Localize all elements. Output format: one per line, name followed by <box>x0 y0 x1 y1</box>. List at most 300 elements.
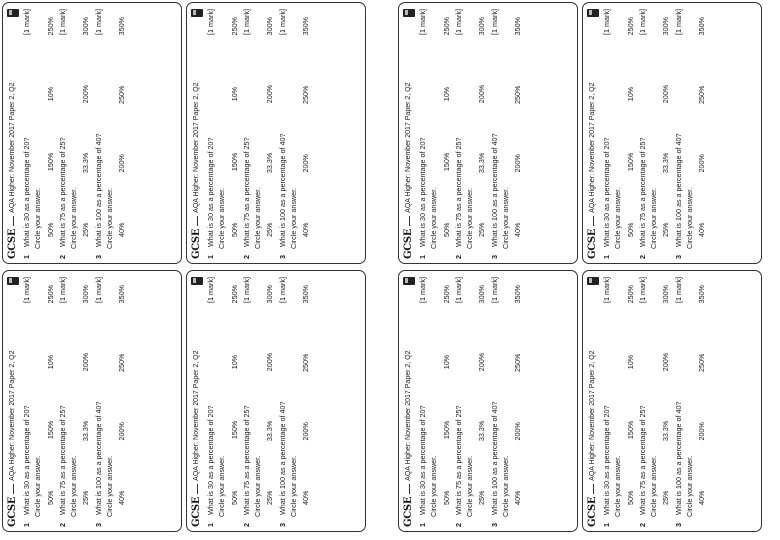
question <box>59 9 91 259</box>
answer-option[interactable]: 150% <box>229 420 239 440</box>
answer-option[interactable]: 150% <box>625 420 635 440</box>
mark-label: [1 mark] <box>637 277 647 303</box>
answer-options <box>443 9 451 259</box>
answer-option[interactable]: 50% <box>441 490 451 505</box>
answer-option[interactable]: 40% <box>117 222 127 237</box>
answer-option[interactable]: 300% <box>265 285 275 304</box>
calculator-icon <box>587 277 599 285</box>
answer-option[interactable]: 250% <box>229 285 239 304</box>
question <box>279 9 311 259</box>
circle-prompt: Circle your answer. <box>288 455 298 517</box>
answer-option[interactable]: 25% <box>661 222 671 237</box>
question-text: What is 100 as a percentage of 40? <box>93 401 103 515</box>
mark-label: [1 mark] <box>206 9 215 35</box>
worksheet-card <box>186 2 366 264</box>
answer-option[interactable]: 50% <box>45 222 55 237</box>
answer-options <box>231 277 239 527</box>
answer-option[interactable]: 10% <box>625 354 635 370</box>
answer-option[interactable]: 33.3% <box>661 420 671 442</box>
question-line <box>455 9 463 259</box>
question-text: What is 75 as a percentage of 25? <box>453 137 463 247</box>
question-text: What is 100 as a percentage of 40? <box>489 401 499 515</box>
question <box>95 9 127 259</box>
answer-option[interactable]: 150% <box>441 152 451 172</box>
circle-prompt: Circle your answer. <box>288 187 298 249</box>
answer-option[interactable]: 200% <box>301 154 311 173</box>
card-header <box>7 9 19 259</box>
answer-option[interactable]: 250% <box>697 85 707 104</box>
question-stem <box>243 138 251 259</box>
answer-option[interactable]: 40% <box>513 222 523 237</box>
answer-option[interactable]: 200% <box>117 154 127 173</box>
question-line <box>603 277 611 527</box>
question-line <box>419 9 427 259</box>
circle-prompt: Circle your answer. <box>33 455 43 517</box>
answer-options <box>662 277 670 527</box>
answer-option[interactable]: 200% <box>81 352 91 372</box>
question-text: What is 75 as a percentage of 25? <box>637 405 647 515</box>
circle-prompt: Circle your answer. <box>465 455 475 517</box>
calculator-icon <box>403 9 415 17</box>
answer-option[interactable]: 33.3% <box>81 152 91 174</box>
answer-option[interactable]: 350% <box>117 17 127 36</box>
question-stem <box>279 402 287 527</box>
answer-options <box>698 277 706 527</box>
card-header <box>191 9 203 259</box>
answer-option[interactable]: 40% <box>513 490 523 505</box>
answer-option[interactable]: 350% <box>513 285 523 304</box>
question-text: What is 30 as a percentage of 20? <box>602 405 611 515</box>
question <box>603 277 635 527</box>
circle-prompt: Circle your answer. <box>465 187 475 249</box>
answer-option[interactable]: 250% <box>117 85 127 104</box>
question-stem <box>639 406 647 527</box>
circle-prompt: Circle your answer. <box>500 187 510 249</box>
circle-prompt: Circle your answer. <box>253 187 263 249</box>
calculator-icon <box>191 9 203 17</box>
answer-option[interactable]: 200% <box>301 422 311 441</box>
answer-option[interactable]: 250% <box>441 285 451 304</box>
answer-option[interactable]: 40% <box>301 490 311 505</box>
calculator-icon <box>587 9 599 17</box>
answer-option[interactable]: 25% <box>81 222 91 237</box>
question-line <box>639 277 647 527</box>
question-number: 2 <box>57 255 67 259</box>
question-text: What is 30 as a percentage of 20? <box>602 137 611 247</box>
answer-option[interactable]: 250% <box>441 17 451 36</box>
question <box>243 9 275 259</box>
card-inner <box>187 271 366 532</box>
question-number: 1 <box>22 255 31 259</box>
question-text: What is 100 as a percentage of 40? <box>277 401 287 515</box>
answer-option[interactable]: 350% <box>697 17 707 36</box>
answer-option[interactable]: 350% <box>117 285 127 304</box>
circle-prompt: Circle your answer. <box>253 455 263 517</box>
answer-option[interactable]: 300% <box>265 17 275 36</box>
question <box>491 277 523 527</box>
question-line <box>279 277 287 527</box>
card-inner <box>3 271 182 532</box>
answer-option[interactable]: 150% <box>45 420 55 440</box>
question-list <box>603 9 707 259</box>
mark-label: [1 mark] <box>93 277 103 303</box>
question-line <box>207 277 215 527</box>
answer-option[interactable]: 33.3% <box>265 420 275 442</box>
answer-option[interactable]: 250% <box>117 353 127 372</box>
answer-options <box>662 9 670 259</box>
answer-option[interactable]: 10% <box>441 86 451 102</box>
answer-option[interactable]: 250% <box>513 85 523 104</box>
calculator-icon <box>403 277 415 285</box>
question-text: What is 75 as a percentage of 25? <box>57 405 67 515</box>
answer-option[interactable]: 25% <box>265 490 275 505</box>
card-header <box>191 277 203 527</box>
paper-title: AQA Higher: November 2017 Paper 2, Q2 <box>8 82 16 213</box>
question-line <box>639 9 647 259</box>
card-header <box>587 9 599 259</box>
answer-option[interactable]: 25% <box>265 222 275 237</box>
question-number: 1 <box>418 255 427 259</box>
question-number: 3 <box>489 255 499 259</box>
question-list <box>207 9 311 259</box>
question-stem <box>491 402 499 527</box>
question-line <box>95 9 103 259</box>
answer-option[interactable]: 350% <box>301 285 311 304</box>
answer-option[interactable]: 300% <box>661 17 671 36</box>
answer-option[interactable]: 150% <box>625 152 635 172</box>
answer-option[interactable]: 250% <box>45 17 55 36</box>
question-number: 3 <box>93 255 103 259</box>
circle-prompt: Circle your answer. <box>500 455 510 517</box>
answer-options <box>302 9 310 259</box>
question <box>279 277 311 527</box>
mark-label: [1 mark] <box>241 277 251 303</box>
question <box>675 9 707 259</box>
answer-option[interactable]: 350% <box>697 285 707 304</box>
answer-option[interactable]: 300% <box>661 285 671 304</box>
header-rule <box>13 484 14 494</box>
answer-option[interactable]: 50% <box>45 490 55 505</box>
question-text: What is 30 as a percentage of 20? <box>418 405 427 515</box>
mark-label: [1 mark] <box>206 277 215 303</box>
answer-option[interactable]: 25% <box>661 490 671 505</box>
mark-label: [1 mark] <box>637 9 647 35</box>
question <box>419 9 451 259</box>
question-text: What is 30 as a percentage of 20? <box>22 405 31 515</box>
answer-option[interactable]: 250% <box>513 353 523 372</box>
worksheet-card <box>582 270 762 532</box>
question-stem <box>455 138 463 259</box>
circle-prompt: Circle your answer. <box>104 455 114 517</box>
answer-option[interactable]: 200% <box>117 422 127 441</box>
question <box>455 9 487 259</box>
circle-prompt: Circle your answer. <box>217 455 227 517</box>
gcse-logo: GCSE <box>587 496 599 527</box>
card-rotated-content <box>3 3 182 264</box>
answer-option[interactable]: 150% <box>45 152 55 172</box>
question <box>59 277 91 527</box>
card-inner <box>3 3 182 264</box>
paper-title: AQA Higher: November 2017 Paper 2, Q2 <box>404 350 412 481</box>
question-stem <box>279 134 287 259</box>
question-text: What is 30 as a percentage of 20? <box>418 137 427 247</box>
mark-label: [1 mark] <box>277 9 287 35</box>
mark-label: [1 mark] <box>418 277 427 303</box>
circle-prompt: Circle your answer. <box>104 187 114 249</box>
answer-options <box>118 9 126 259</box>
circle-prompt: Circle your answer. <box>69 455 79 517</box>
circle-prompt: Circle your answer. <box>613 455 623 517</box>
card-inner <box>187 3 366 264</box>
answer-option[interactable]: 250% <box>625 285 635 304</box>
answer-option[interactable]: 200% <box>513 154 523 173</box>
circle-prompt: Circle your answer. <box>33 187 43 249</box>
question <box>603 9 635 259</box>
paper-title: AQA Higher: November 2017 Paper 2, Q2 <box>192 350 200 481</box>
answer-option[interactable]: 10% <box>45 86 55 102</box>
answer-option[interactable]: 40% <box>697 222 707 237</box>
question-stem <box>675 134 683 259</box>
answer-option[interactable]: 25% <box>477 222 487 237</box>
answer-option[interactable]: 300% <box>477 285 487 304</box>
question-stem <box>23 138 31 259</box>
question-number: 2 <box>57 523 67 527</box>
question-stem <box>243 406 251 527</box>
answer-option[interactable]: 33.3% <box>661 152 671 174</box>
answer-option[interactable]: 10% <box>229 354 239 370</box>
header-rule <box>13 216 14 226</box>
answer-option[interactable]: 10% <box>45 354 55 370</box>
question-line <box>243 9 251 259</box>
answer-options <box>266 277 274 527</box>
answer-options <box>47 277 55 527</box>
answer-options <box>514 9 522 259</box>
mark-label: [1 mark] <box>673 9 683 35</box>
answer-option[interactable]: 250% <box>301 353 311 372</box>
question-line <box>279 9 287 259</box>
gcse-logo: GCSE <box>191 228 203 259</box>
mark-label: [1 mark] <box>453 9 463 35</box>
question-text: What is 75 as a percentage of 25? <box>637 137 647 247</box>
answer-option[interactable]: 40% <box>117 490 127 505</box>
circle-prompt: Circle your answer. <box>69 187 79 249</box>
answer-option[interactable]: 250% <box>45 285 55 304</box>
question-stem <box>207 138 215 259</box>
answer-option[interactable]: 33.3% <box>81 420 91 442</box>
question <box>455 277 487 527</box>
answer-option[interactable]: 10% <box>441 354 451 370</box>
question-line <box>59 9 67 259</box>
answer-option[interactable]: 200% <box>513 422 523 441</box>
answer-options <box>302 277 310 527</box>
question-text: What is 100 as a percentage of 40? <box>673 133 683 247</box>
card-rotated-content <box>583 271 762 532</box>
answer-option[interactable]: 200% <box>477 352 487 372</box>
mark-label: [1 mark] <box>602 277 611 303</box>
question <box>419 277 451 527</box>
answer-option[interactable]: 300% <box>81 285 91 304</box>
mark-label: [1 mark] <box>93 9 103 35</box>
question <box>95 277 127 527</box>
mark-label: [1 mark] <box>57 277 67 303</box>
answer-option[interactable]: 50% <box>441 222 451 237</box>
answer-option[interactable]: 250% <box>697 353 707 372</box>
question-list <box>419 9 523 259</box>
question-stem <box>419 138 427 259</box>
card-header <box>403 277 415 527</box>
answer-option[interactable]: 50% <box>229 222 239 237</box>
mark-label: [1 mark] <box>453 277 463 303</box>
question <box>639 277 671 527</box>
answer-options <box>478 9 486 259</box>
circle-prompt: Circle your answer. <box>429 455 439 517</box>
card-rotated-content <box>399 3 578 264</box>
question <box>207 9 239 259</box>
answer-option[interactable]: 300% <box>81 17 91 36</box>
worksheet-card <box>2 2 182 264</box>
answer-option[interactable]: 200% <box>697 422 707 441</box>
question-stem <box>455 406 463 527</box>
card-rotated-content <box>399 271 578 532</box>
card-rotated-content <box>3 271 182 532</box>
question-stem <box>675 402 683 527</box>
answer-option[interactable]: 200% <box>661 352 671 372</box>
worksheet-card <box>186 270 366 532</box>
question-line <box>491 9 499 259</box>
paper-title: AQA Higher: November 2017 Paper 2, Q2 <box>404 82 412 213</box>
question-stem <box>95 134 103 259</box>
answer-option[interactable]: 200% <box>697 154 707 173</box>
answer-option[interactable]: 200% <box>265 352 275 372</box>
answer-option[interactable]: 250% <box>229 17 239 36</box>
mark-label: [1 mark] <box>673 277 683 303</box>
answer-options <box>627 277 635 527</box>
answer-option[interactable]: 150% <box>229 152 239 172</box>
answer-option[interactable]: 25% <box>81 490 91 505</box>
answer-options <box>514 277 522 527</box>
question-line <box>23 9 31 259</box>
question-number: 2 <box>637 255 647 259</box>
answer-option[interactable]: 33.3% <box>477 152 487 174</box>
answer-option[interactable]: 40% <box>301 222 311 237</box>
answer-option[interactable]: 150% <box>441 420 451 440</box>
answer-option[interactable]: 10% <box>229 86 239 102</box>
answer-option[interactable]: 40% <box>697 490 707 505</box>
question-text: What is 30 as a percentage of 20? <box>22 137 31 247</box>
header-rule <box>409 216 410 226</box>
circle-prompt: Circle your answer. <box>217 187 227 249</box>
calculator-icon <box>7 277 19 285</box>
header-rule <box>197 216 198 226</box>
answer-option[interactable]: 50% <box>229 490 239 505</box>
answer-option[interactable]: 50% <box>625 222 635 237</box>
question-stem <box>95 402 103 527</box>
worksheet-card <box>398 270 578 532</box>
gcse-logo: GCSE <box>403 228 415 259</box>
paper-title: AQA Higher: November 2017 Paper 2, Q2 <box>192 82 200 213</box>
question-stem <box>603 406 611 527</box>
gcse-logo: GCSE <box>7 228 19 259</box>
question-stem <box>207 406 215 527</box>
mark-label: [1 mark] <box>277 277 287 303</box>
worksheet-card <box>2 270 182 532</box>
question-text: What is 30 as a percentage of 20? <box>206 137 215 247</box>
worksheet-card <box>398 2 578 264</box>
answer-option[interactable]: 50% <box>625 490 635 505</box>
question-text: What is 75 as a percentage of 25? <box>453 405 463 515</box>
header-rule <box>593 484 594 494</box>
answer-option[interactable]: 200% <box>81 84 91 104</box>
answer-option[interactable]: 33.3% <box>477 420 487 442</box>
card-rotated-content <box>187 3 366 264</box>
mark-label: [1 mark] <box>602 9 611 35</box>
card-header <box>587 277 599 527</box>
circle-prompt: Circle your answer. <box>684 187 694 249</box>
question-line <box>675 9 683 259</box>
question-text: What is 75 as a percentage of 25? <box>241 137 251 247</box>
question-list <box>207 277 311 527</box>
header-rule <box>409 484 410 494</box>
question-number: 1 <box>602 523 611 527</box>
answer-option[interactable]: 200% <box>265 84 275 104</box>
question-number: 3 <box>673 523 683 527</box>
answer-option[interactable]: 25% <box>477 490 487 505</box>
mark-label: [1 mark] <box>418 9 427 35</box>
answer-option[interactable]: 300% <box>477 17 487 36</box>
answer-option[interactable]: 250% <box>301 85 311 104</box>
question-text: What is 100 as a percentage of 40? <box>93 133 103 247</box>
worksheet-card <box>582 2 762 264</box>
card-rotated-content <box>583 3 762 264</box>
question <box>639 9 671 259</box>
question-list <box>23 277 127 527</box>
question-stem <box>491 134 499 259</box>
question-text: What is 75 as a percentage of 25? <box>57 137 67 247</box>
paper-title: AQA Higher: November 2017 Paper 2, Q2 <box>588 82 596 213</box>
answer-option[interactable]: 250% <box>625 17 635 36</box>
answer-option[interactable]: 33.3% <box>265 152 275 174</box>
gcse-logo: GCSE <box>191 496 203 527</box>
answer-option[interactable]: 350% <box>513 17 523 36</box>
question-stem <box>639 138 647 259</box>
question-number: 1 <box>418 523 427 527</box>
calculator-icon <box>191 277 203 285</box>
question-number: 1 <box>602 255 611 259</box>
card-header <box>403 9 415 259</box>
question-text: What is 100 as a percentage of 40? <box>673 401 683 515</box>
circle-prompt: Circle your answer. <box>429 187 439 249</box>
answer-option[interactable]: 200% <box>661 84 671 104</box>
paper-title: AQA Higher: November 2017 Paper 2, Q2 <box>8 350 16 481</box>
question-stem <box>59 406 67 527</box>
answer-option[interactable]: 10% <box>625 86 635 102</box>
answer-options <box>698 9 706 259</box>
answer-options <box>627 9 635 259</box>
question-line <box>59 277 67 527</box>
question-text: What is 100 as a percentage of 40? <box>277 133 287 247</box>
gcse-logo: GCSE <box>7 496 19 527</box>
answer-options <box>47 9 55 259</box>
question-number: 1 <box>22 523 31 527</box>
question-number: 3 <box>673 255 683 259</box>
circle-prompt: Circle your answer. <box>649 187 659 249</box>
question-list <box>603 277 707 527</box>
question-number: 3 <box>277 523 287 527</box>
answer-option[interactable]: 200% <box>477 84 487 104</box>
question-number: 2 <box>453 523 463 527</box>
question-number: 1 <box>206 255 215 259</box>
answer-option[interactable]: 350% <box>301 17 311 36</box>
